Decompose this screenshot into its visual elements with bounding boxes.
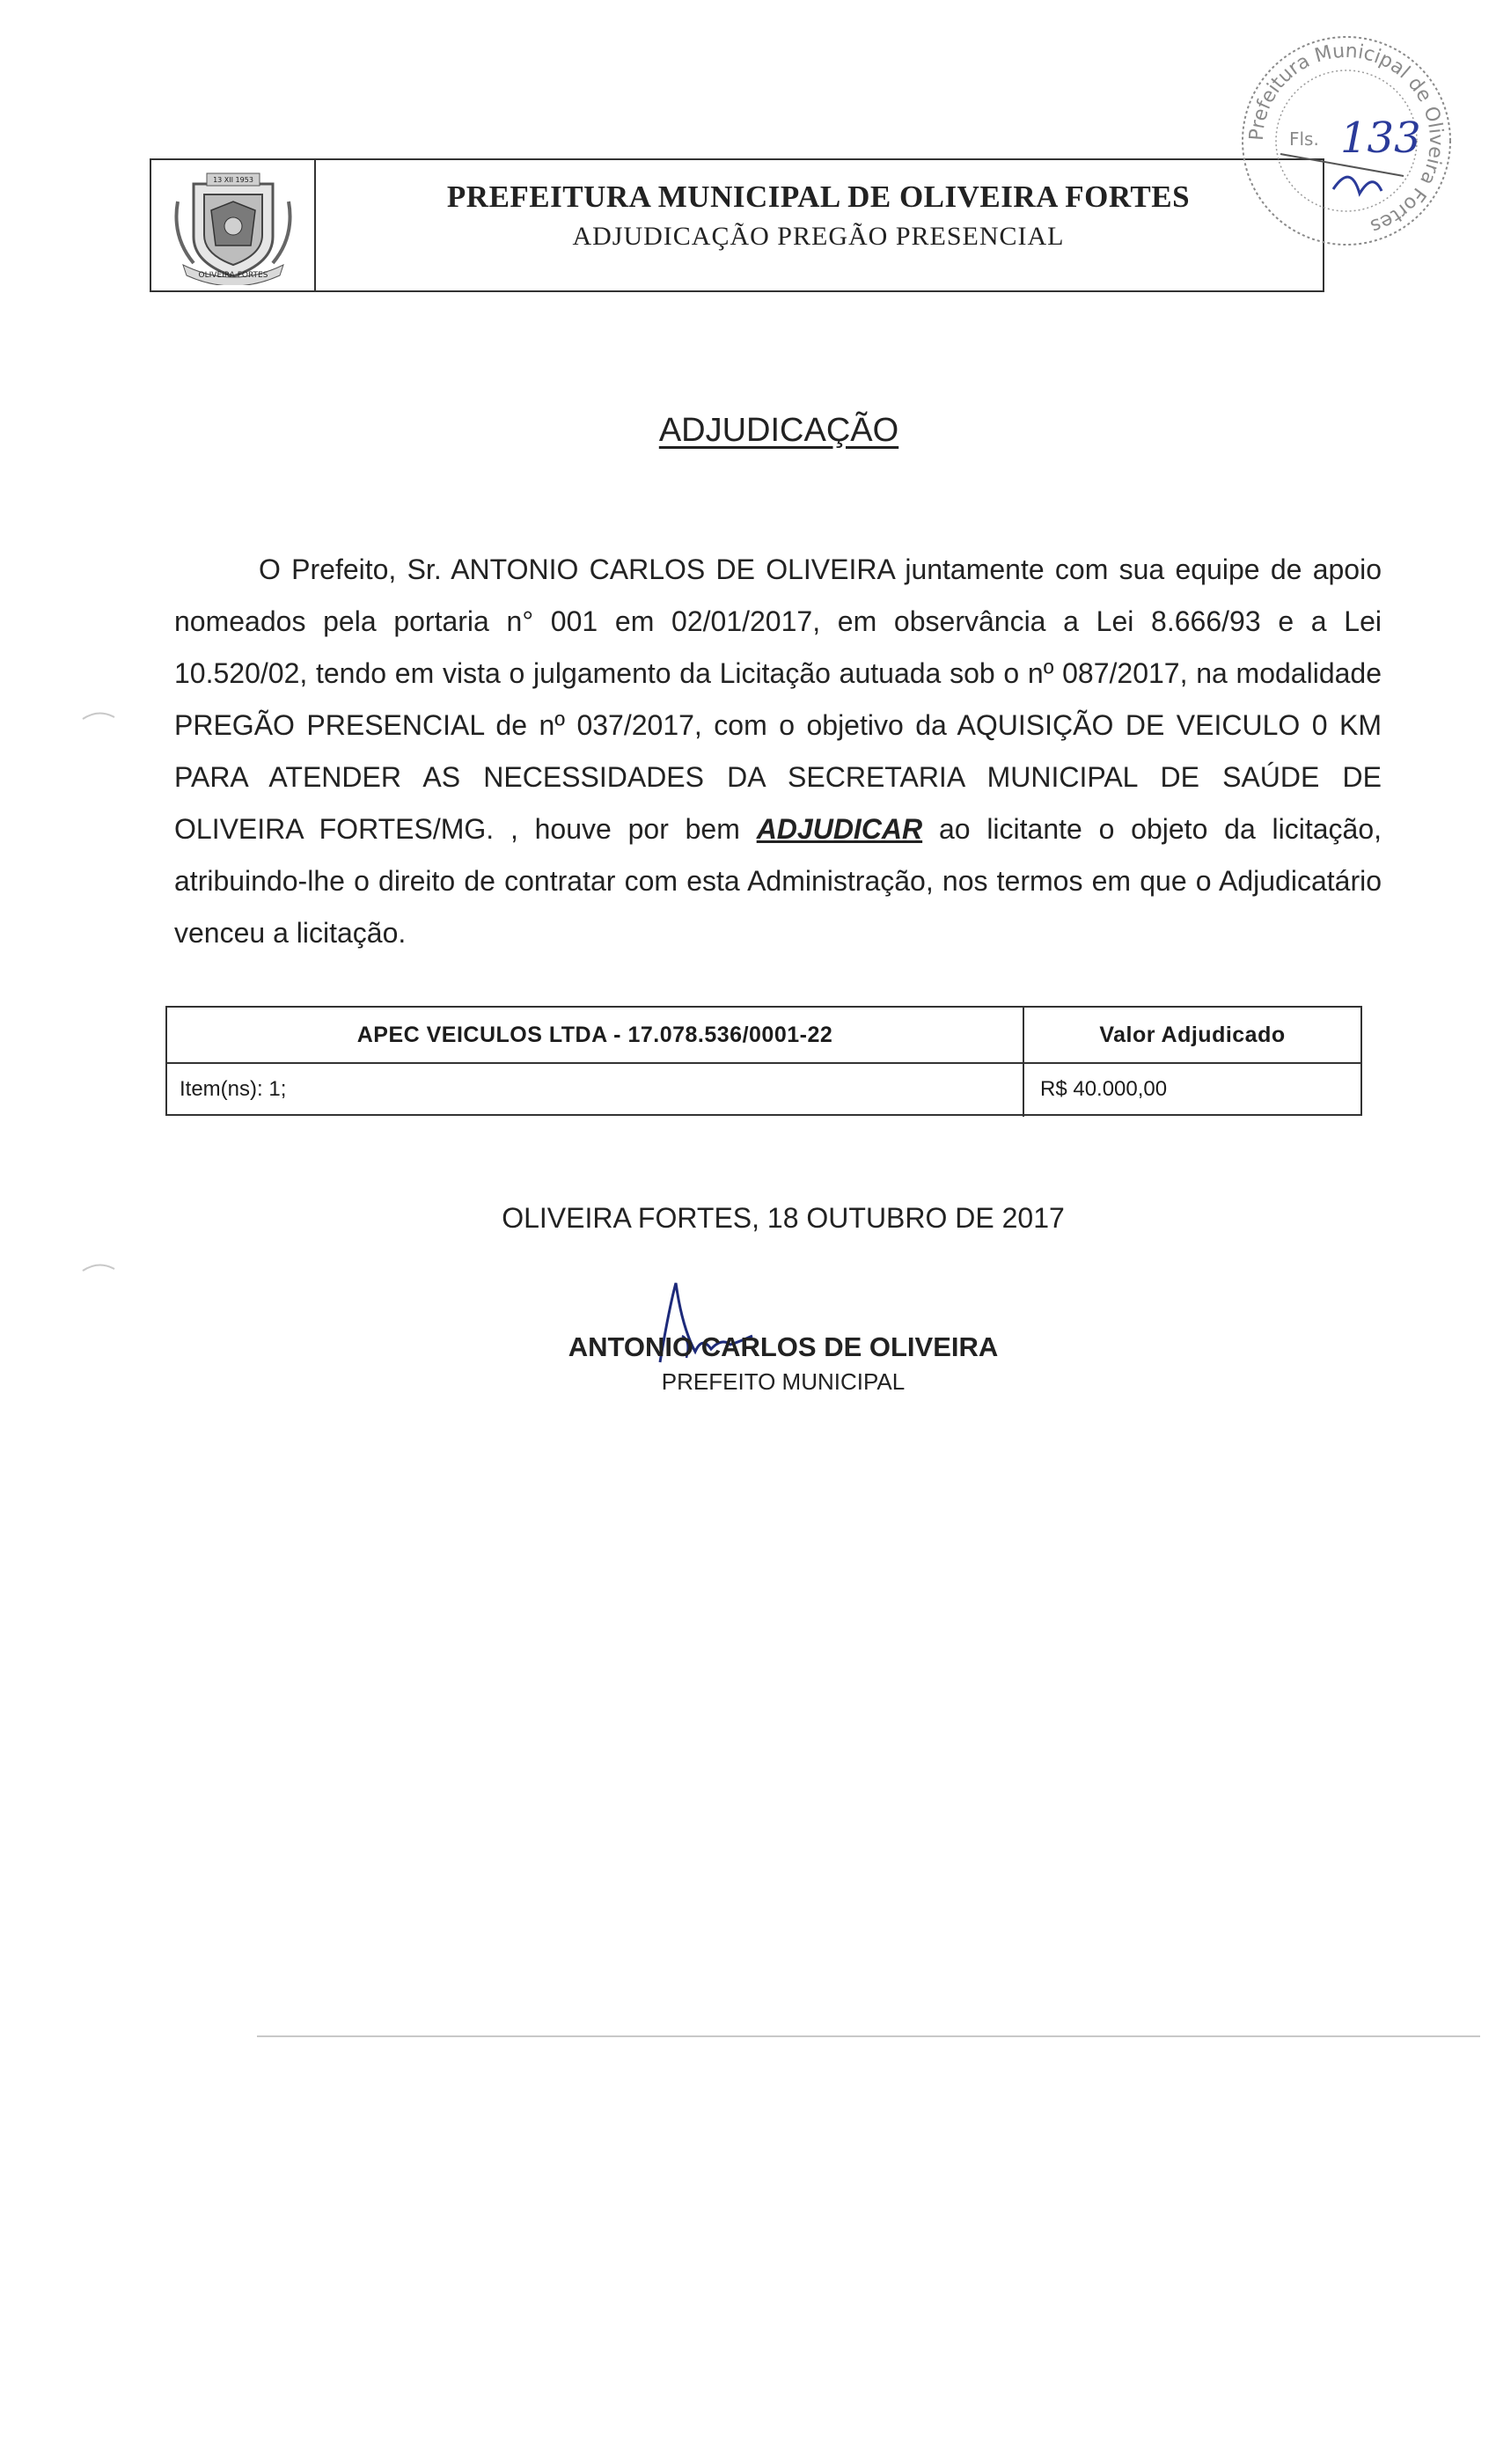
header-subtitle: ADJUDICAÇÃO PREGÃO PRESENCIAL [572,222,1065,251]
body-text-before: O Prefeito, Sr. ANTONIO CARLOS DE OLIVEIRA juntamente com sua equipe de apoio nomeados pela portaria n° 001 em 02/01/2017, em observância a Lei 8.666/93 e a Lei 10.520/02, tendo em vista o julgamento da Licitação autuada sob o nº 087/2017, na modalidade PREGÃO PRESENCIAL de nº 037/2017, com o objetivo da AQUISIÇÃO DE VEICULO 0 KM PARA ATENDER AS NECESSIDADES DA SECRETARIA MUNICIPAL DE SAÚDE DE OLIVEIRA FORTES/MG. , houve por bem [174,554,1382,845]
stamp-fls-label: Fls. [1289,128,1319,150]
vendor-cell: APEC VEICULOS LTDA - 17.078.536/0001-22 [167,1008,1024,1062]
table-row [167,1062,1360,1117]
adjudicar-emphasis: ADJUDICAR [756,813,923,845]
document-title: ADJUDICAÇÃO [658,412,899,449]
municipal-crest-icon [167,166,299,285]
crest-date: 13 XII 1953 [212,175,253,184]
scan-margin-mark-icon [81,707,116,724]
crest-ribbon-text: OLIVEIRA FORTES [198,270,268,280]
table-header-row [167,1008,1360,1064]
adjudication-table [165,1006,1362,1116]
header-text [314,160,1323,290]
stamp-page-number: 133 [1340,114,1421,163]
items-cell: Item(ns): 1; [167,1062,1024,1117]
signer-name: ANTONIO CARLOS DE OLIVEIRA [568,1331,999,1362]
value-header-cell: Valor Adjudicado [1099,1022,1286,1047]
header-title: PREFEITURA MUNICIPAL DE OLIVEIRA FORTES [446,180,1191,214]
scan-margin-mark-icon [81,1258,116,1276]
body-paragraph [174,544,1382,959]
crest-cell [151,160,316,290]
stamp-ring-text: Prefeitura Municipal de Oliveira Fortes [1245,40,1448,238]
body-text-after: ao licitante o objeto da licitação, atribuindo-lhe o direito de contratar com esta Administração, nos termos em que o Adjudicatário venceu a licitação. [174,813,1382,949]
header-box [150,158,1324,292]
value-cell: R$ 40.000,00 [1040,1077,1168,1101]
place-date: OLIVEIRA FORTES, 18 OUTUBRO DE 2017 [502,1202,1065,1234]
scan-artifact-line [257,2035,1480,2037]
protocol-stamp [1228,22,1465,260]
signer-role: PREFEITO MUNICIPAL [661,1368,906,1395]
